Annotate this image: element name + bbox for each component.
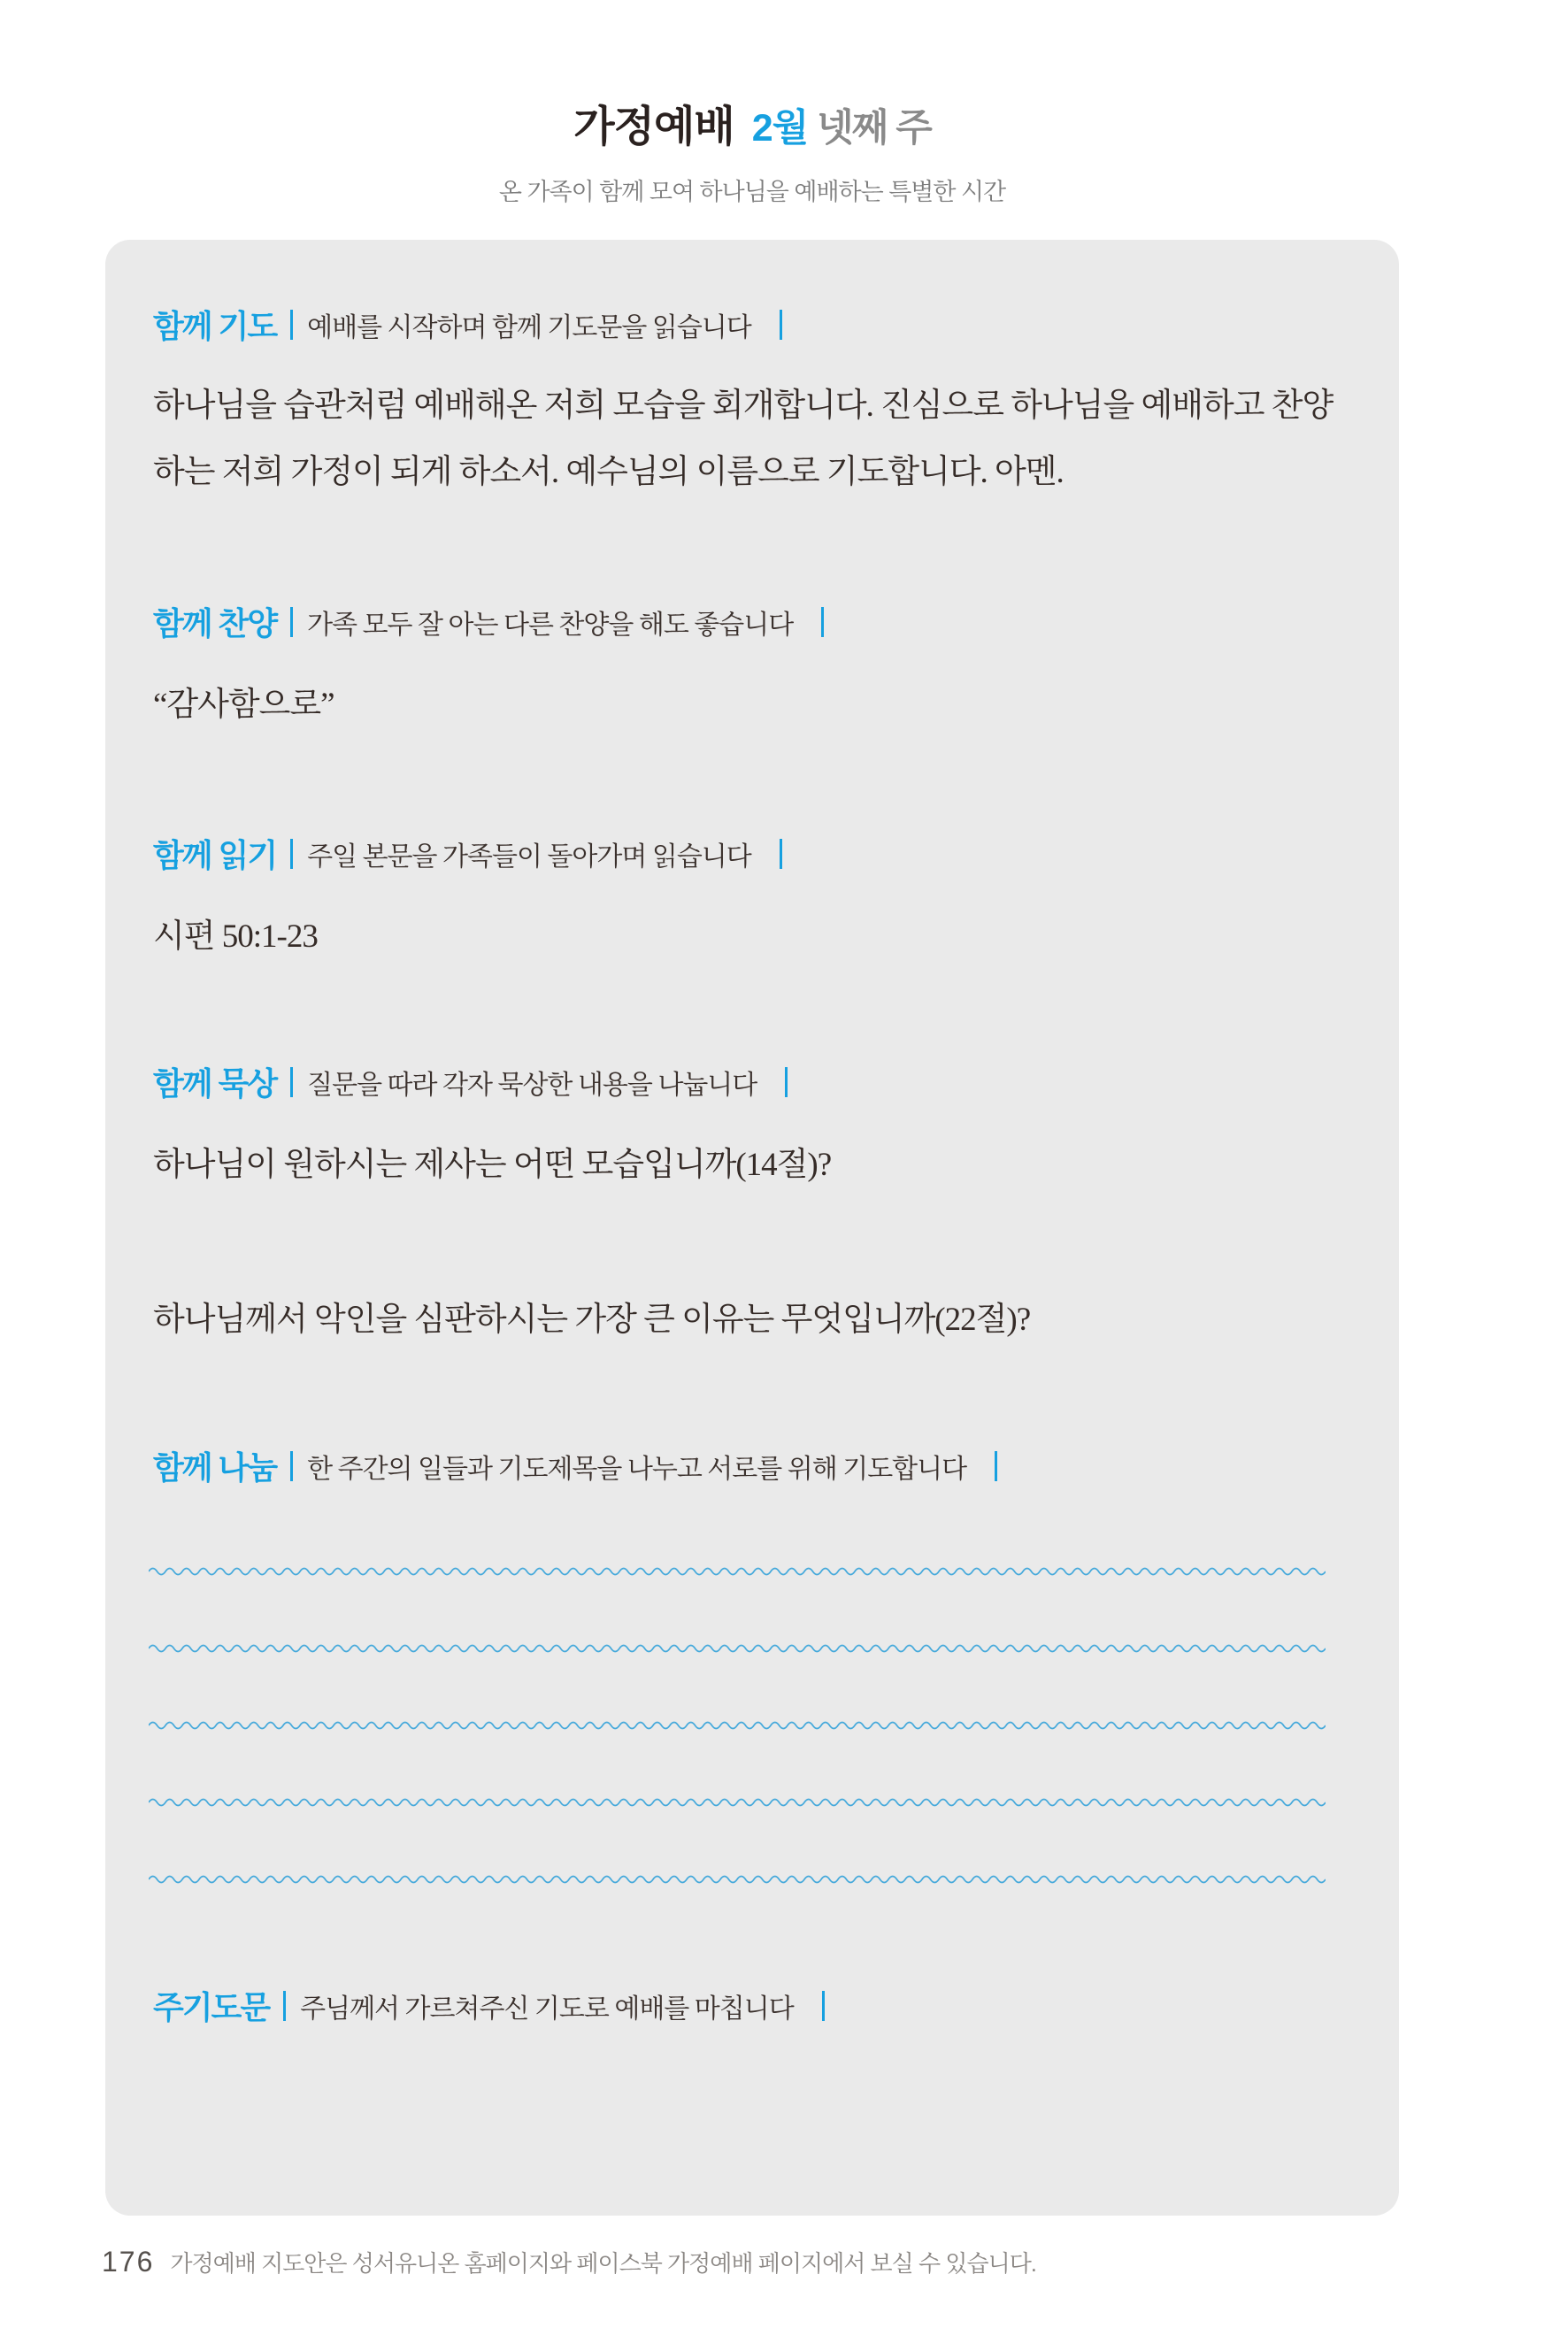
section-lords-prayer-header bbox=[153, 1983, 1337, 2028]
scripture-reference: 시편 50:1-23 bbox=[153, 918, 318, 955]
section-reading-header bbox=[153, 831, 1337, 876]
page-title bbox=[105, 104, 1399, 151]
section-sharing-header bbox=[153, 1443, 1337, 1488]
footer-note: 가정예배 지도안은 성서유니온 홈페이지와 페이스북 가정예배 페이지에서 보실 수 있습니다. bbox=[170, 2250, 1037, 2277]
divider-bar bbox=[780, 310, 782, 340]
divider-bar bbox=[995, 1451, 997, 1481]
divider-bar bbox=[290, 607, 293, 637]
section-description: 질문을 따라 각자 묵상한 내용을 나눕니다 bbox=[307, 1070, 757, 1100]
divider-bar bbox=[821, 607, 824, 637]
section-description: 주님께서 가르쳐주신 기도로 예배를 마칩니다 bbox=[300, 1994, 794, 2024]
divider-bar bbox=[822, 1991, 825, 2021]
worship-card bbox=[105, 240, 1399, 2216]
title-week: 넷째 주 bbox=[817, 107, 931, 150]
section-label: 함께 찬양 bbox=[153, 605, 277, 642]
section-description: 가족 모두 잘 아는 다른 찬양을 해도 좋습니다 bbox=[307, 610, 794, 640]
title-month: 2월 bbox=[751, 107, 809, 150]
divider-bar bbox=[290, 310, 293, 340]
divider-bar bbox=[290, 1451, 293, 1481]
section-label: 주기도문 bbox=[153, 1989, 270, 2025]
section-description: 한 주간의 일들과 기도제목을 나누고 서로를 위해 기도합니다 bbox=[307, 1454, 967, 1484]
writing-lines-area bbox=[149, 1563, 1334, 1900]
divider-bar bbox=[780, 839, 782, 869]
prayer-text: 하나님을 습관처럼 예배해온 저희 모습을 회개합니다. 진심으로 하나님을 예배하고 찬양하는 저희 가정이 되게 하소서. 예수님의 이름으로 기도합니다. 아멘. bbox=[153, 388, 1334, 490]
writing-line bbox=[149, 1717, 1326, 1730]
page-footer bbox=[102, 2246, 1429, 2278]
writing-line bbox=[149, 1563, 1326, 1576]
page-number: 176 bbox=[102, 2246, 155, 2278]
section-label: 함께 기도 bbox=[153, 308, 277, 344]
page-header bbox=[105, 104, 1399, 207]
section-meditation-header bbox=[153, 1059, 1337, 1104]
divider-bar bbox=[283, 1991, 286, 2021]
praise-song-title: “감사함으로” bbox=[153, 687, 334, 723]
section-label: 함께 읽기 bbox=[153, 837, 277, 873]
writing-line bbox=[149, 1640, 1326, 1653]
title-main: 가정예배 bbox=[573, 104, 734, 150]
section-label: 함께 나눔 bbox=[153, 1449, 277, 1486]
section-prayer-header bbox=[153, 302, 1337, 347]
meditation-question-2: 하나님께서 악인을 심판하시는 가장 큰 이유는 무엇입니까(22절)? bbox=[153, 1302, 1031, 1338]
section-praise-header bbox=[153, 599, 1337, 644]
section-description: 주일 본문을 가족들이 돌아가며 읽습니다 bbox=[307, 841, 751, 872]
writing-line bbox=[149, 1794, 1326, 1807]
divider-bar bbox=[785, 1067, 788, 1097]
divider-bar bbox=[290, 839, 293, 869]
page-subtitle: 온 가족이 함께 모여 하나님을 예배하는 특별한 시간 bbox=[498, 178, 1006, 205]
writing-line bbox=[149, 1871, 1326, 1884]
section-label: 함께 묵상 bbox=[153, 1065, 277, 1102]
meditation-question-1: 하나님이 원하시는 제사는 어떤 모습입니까(14절)? bbox=[153, 1147, 832, 1183]
divider-bar bbox=[290, 1067, 293, 1097]
section-description: 예배를 시작하며 함께 기도문을 읽습니다 bbox=[307, 312, 751, 342]
